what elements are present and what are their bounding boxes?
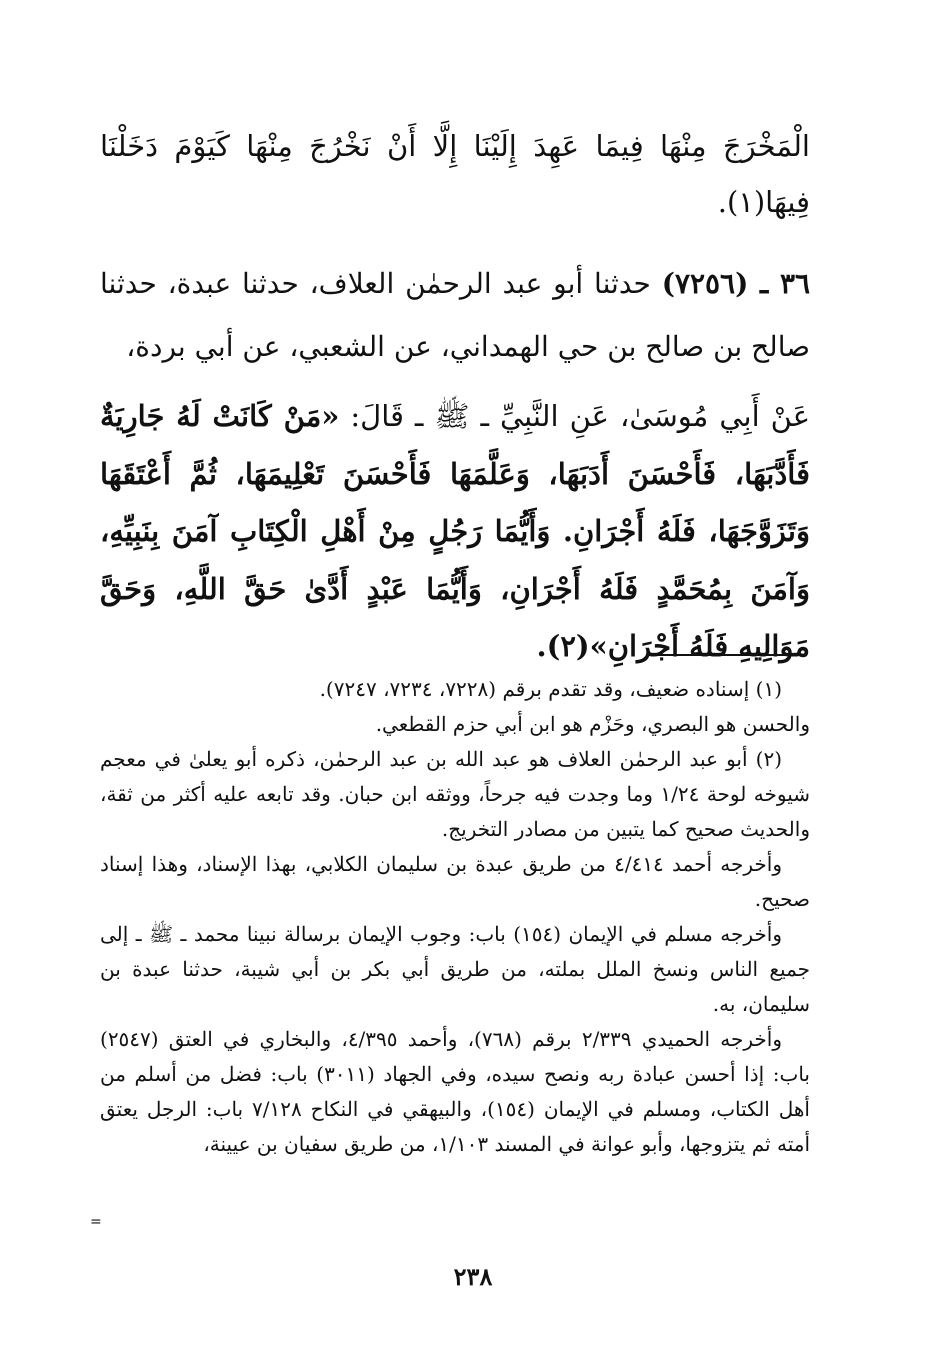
footnote-1-cont: والحسن هو البصري، وحَزْم هو ابن أبي حزم القطعي. <box>375 712 810 736</box>
hadith-isnad <box>100 252 810 378</box>
main-text <box>100 118 810 676</box>
footnote-2-para-3: وأخرجه مسلم في الإيمان (١٥٤) باب: وجوب الإيمان برسالة نبينا محمد ـ ﷺ ـ إلى جميع الناس ونسخ الملل بملته، من طريق أبي بكر بن أبي شيبة، حدثنا عبدة بن سليمان، به. <box>100 922 810 1016</box>
footnote-2-para-2: وأخرجه أحمد ٤/٤١٤ من طريق عبدة بن سليمان الكلابي، بهذا الإسناد، وهذا إسناد صحيح. <box>100 852 810 911</box>
footnote-separator <box>655 654 800 656</box>
matn-intro: عَنْ أَبِي مُوسَىٰ، عَنِ النَّبِيِّ ـ ﷺ ـ قَالَ: <box>339 399 811 433</box>
footnotes <box>100 672 810 1162</box>
text-line-1: الْمَخْرَجَ مِنْهَا فِيمَا عَهِدَ إِلَيْنَا إِلَّا أَنْ نَخْرُجَ مِنْهَا كَيَوْمَ دَخَلْنَا فِيهَا(١). <box>100 129 810 219</box>
hadith-matn <box>100 388 810 676</box>
footnote-2: (٢) أبو عبد الرحمٰن العلاف هو عبد الله بن عبد الرحمٰن، ذكره أبو يعلىٰ في معجم شيوخه لوحة ١/٢٤ وما وجدت فيه جرحاً، ووثقه ابن حبان. وقد تابعه عليه أكثر من ثقة، والحديث صحيح كما يتبين من مصادر التخريج. <box>100 747 811 841</box>
footnote-2-para-4: وأخرجه الحميدي ٢/٣٣٩ برقم (٧٦٨)، وأحمد ٤/٣٩٥، والبخاري في العتق (٢٥٤٧) باب: إذا أحسن عبادة ربه ونصح سيده، وفي الجهاد (٣٠١١) باب: فضل من أسلم من أهل الكتاب، ومسلم في الإيمان (١٥٤)، والبيهقي في النكاح ٧/١٢٨ باب: الرجل يعتق أمته ثم يتزوجها، وأبو عوانة في المسند ١/١٠٣، من طريق سفيان بن عيينة، <box>100 1027 810 1156</box>
hadith-number: ٣٦ ـ (٧٢٥٦) <box>661 267 811 300</box>
continuation-mark: = <box>90 1214 102 1230</box>
matn-text: «مَنْ كَانَتْ لَهُ جَارِيَةٌ فَأَدَّبَهَا، فَأَحْسَنَ أَدَبَهَا، وَعَلَّمَهَا فَأَحْسَنَ تَعْلِيمَهَا، ثُمَّ أَعْتَقَهَا وَتَزَوَّجَهَا، فَلَهُ أَجْرَانِ. وَأَيُّمَا رَجُلٍ مِنْ أَهْلِ الْكِتَابِ آمَنَ بِنَبِيِّهِ، وَآمَنَ بِمُحَمَّدٍ فَلَهُ أَجْرَانِ، وَأَيُّمَا عَبْدٍ أَدَّىٰ حَقَّ اللَّهِ، وَحَقَّ مَوَالِيهِ فَلَهُ أَجْرَانِ»(٢). <box>100 399 810 663</box>
footnote-1: (١) إسناده ضعيف، وقد تقدم برقم (٧٢٢٨، ٧٢٣٤، ٧٢٤٧). <box>319 677 782 701</box>
page-number: ٢٣٨ <box>453 1262 493 1291</box>
isnad-text: حدثنا أبو عبد الرحمٰن العلاف، حدثنا عبدة، حدثنا صالح بن صالح بن حي الهمداني، عن الشعبي، عن أبي بردة، <box>100 267 810 363</box>
